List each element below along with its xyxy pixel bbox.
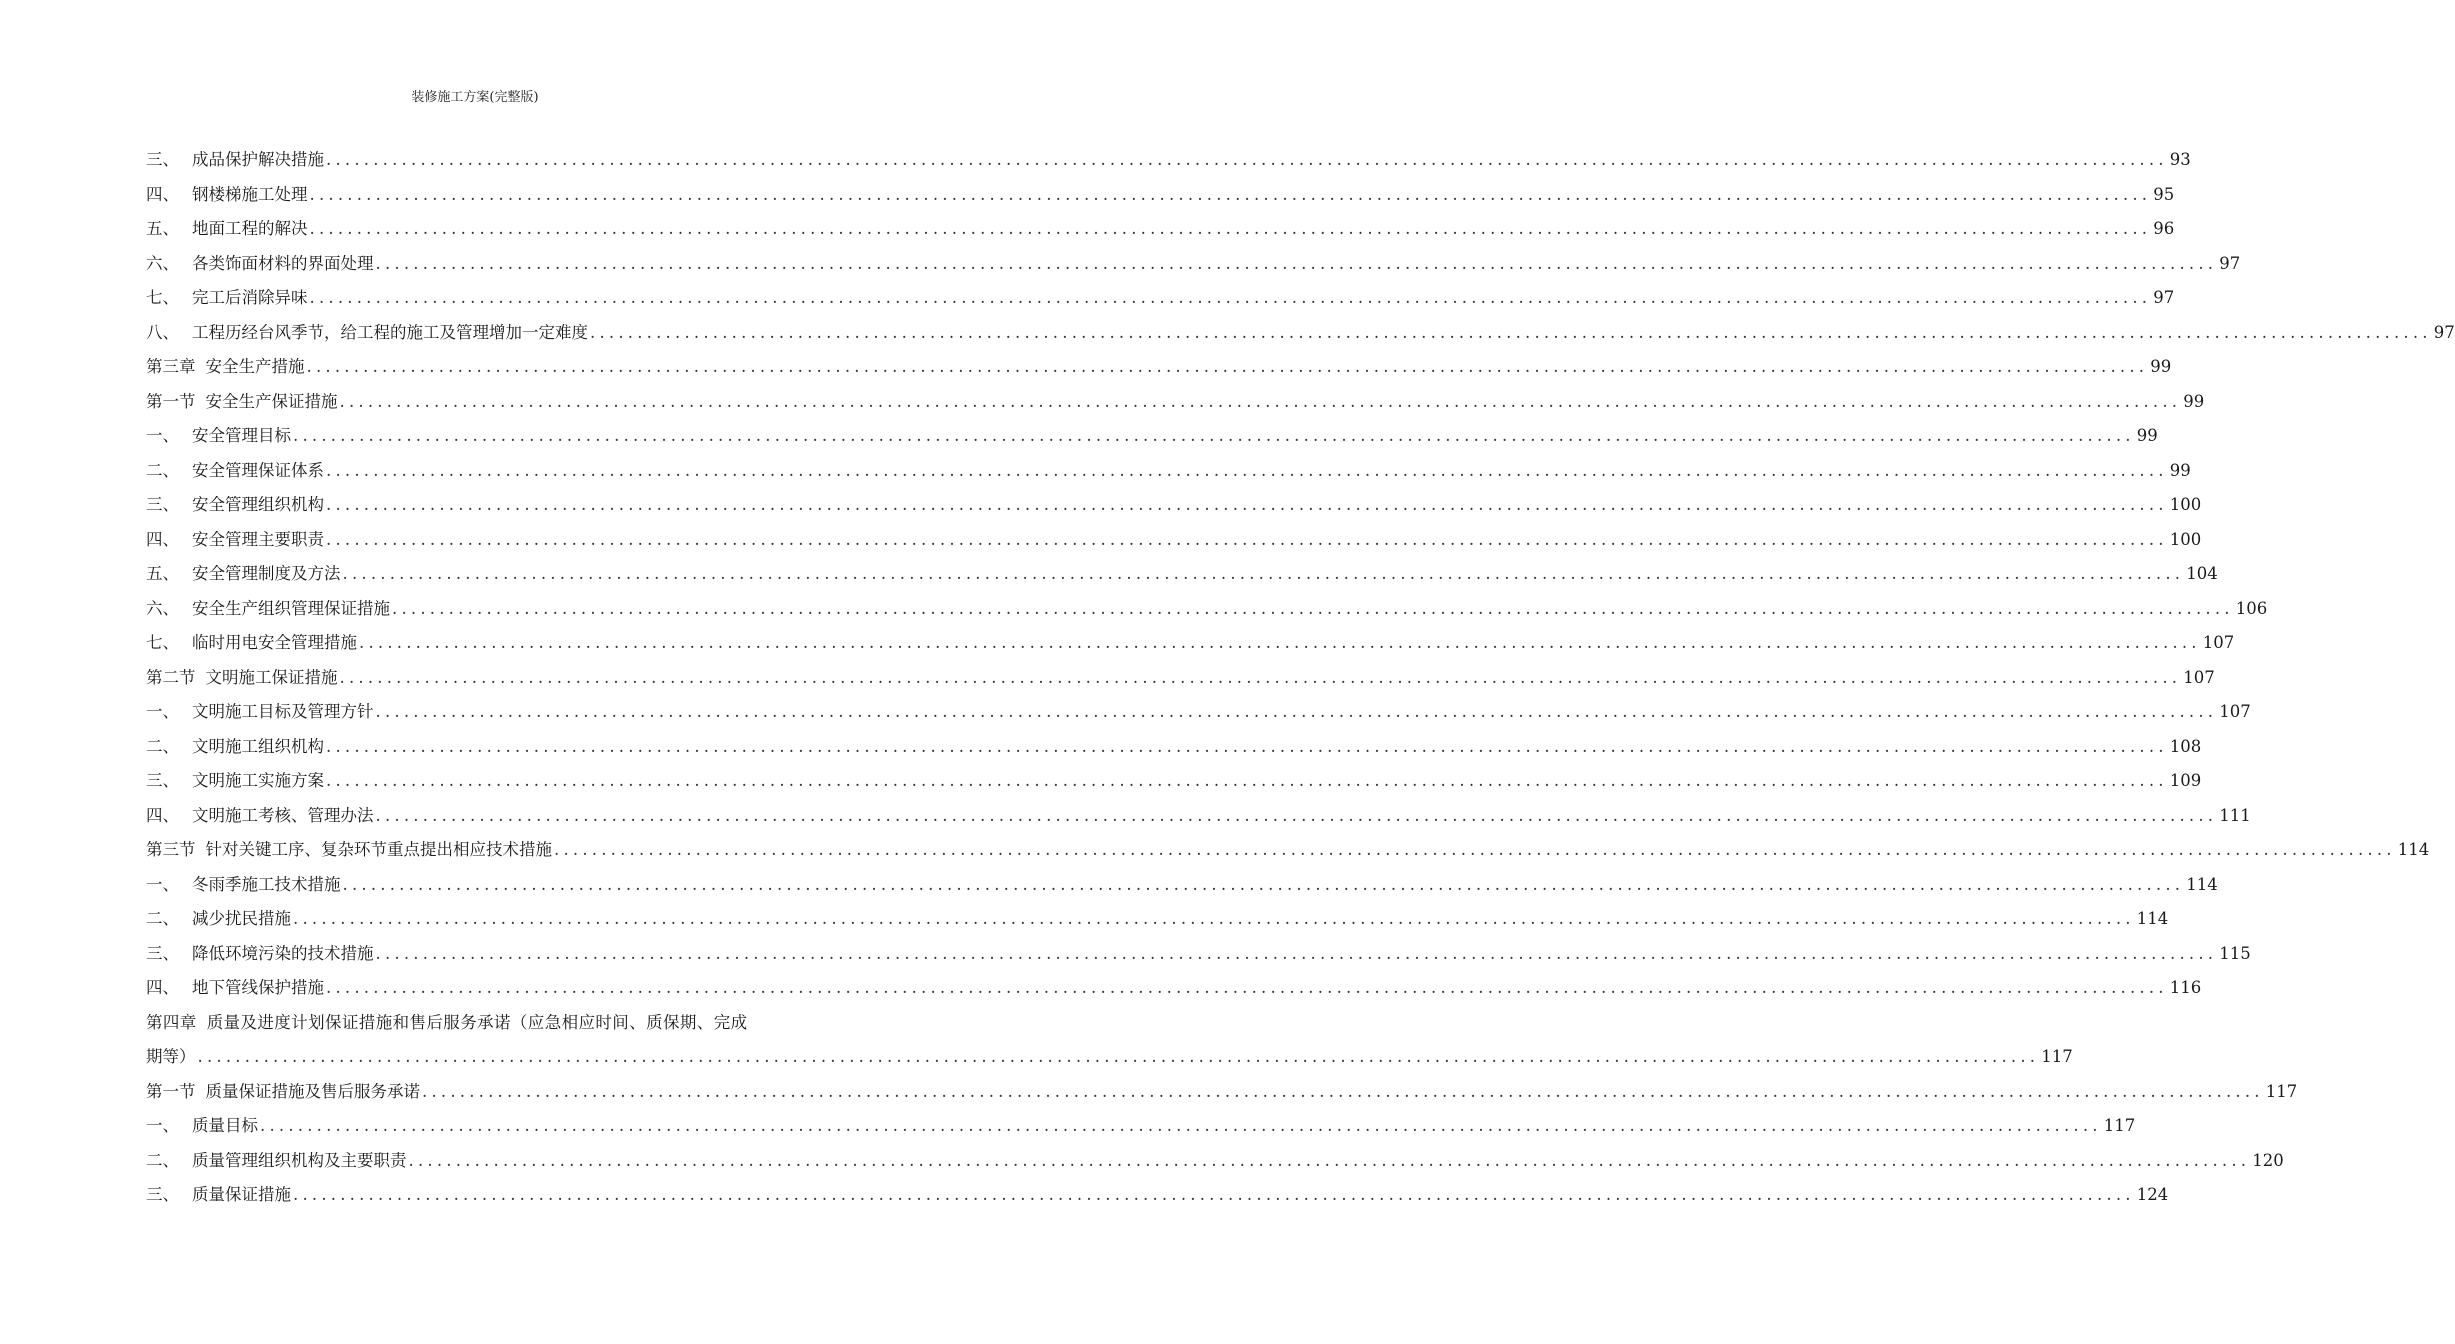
toc-entry-number: 二、 xyxy=(146,736,179,756)
toc-entry[interactable] xyxy=(146,182,2175,217)
toc-entry[interactable] xyxy=(146,941,2251,976)
toc-entry-number: 六、 xyxy=(146,598,179,618)
toc-entry[interactable] xyxy=(146,285,2175,320)
toc-entry-number: 二、 xyxy=(146,1150,179,1170)
toc-entry-title: 地下管线保护措施 xyxy=(192,978,324,997)
toc-entry-page: 114 xyxy=(2136,909,2169,928)
toc-entry-title: 安全生产措施 xyxy=(205,357,305,376)
toc-entry[interactable] xyxy=(146,665,2215,700)
toc-entry-page: 109 xyxy=(2169,771,2202,790)
dot-leader xyxy=(420,1079,2266,1105)
toc-entry-title: 安全生产保证措施 xyxy=(205,391,338,411)
dot-leader xyxy=(291,906,2137,932)
toc-entry-page: 96 xyxy=(2153,219,2175,238)
toc-entry[interactable] xyxy=(146,734,2202,769)
toc-entry-number: 一、 xyxy=(146,426,179,445)
toc-entry-number: 一、 xyxy=(146,702,179,721)
toc-entry-number: 第四章 xyxy=(146,1012,197,1032)
toc-entry-page: 117 xyxy=(2103,1116,2136,1135)
toc-entry-number: 三、 xyxy=(146,495,179,514)
toc-entry-title: 冬雨季施工技术措施 xyxy=(192,874,341,894)
toc-entry-page: 124 xyxy=(2136,1185,2169,1204)
toc-entry-title: 文明施工实施方案 xyxy=(192,771,324,790)
toc-entry-page: 106 xyxy=(2235,598,2268,618)
toc-entry-title: 各类饰面材料的界面处理 xyxy=(192,253,374,273)
toc-entry[interactable] xyxy=(146,423,2158,458)
toc-entry-number: 第一节 xyxy=(146,391,196,411)
toc-entry-number: 五、 xyxy=(146,564,179,583)
toc-entry-title: 成品保护解决措施 xyxy=(192,150,324,169)
toc-entry-page: 100 xyxy=(2169,529,2202,549)
toc-entry-page: 97 xyxy=(2153,288,2175,307)
toc-entry-number: 三、 xyxy=(146,150,179,169)
toc-entry-number: 一、 xyxy=(146,1116,179,1135)
toc-entry[interactable] xyxy=(146,906,2169,941)
toc-entry-title: 临时用电安全管理措施 xyxy=(192,633,357,652)
toc-entry-number: 四、 xyxy=(146,805,179,825)
toc-entry-title: 针对关键工序、复杂环节重点提出相应技术措施 xyxy=(205,840,552,859)
toc-entry-page: 111 xyxy=(2219,805,2251,825)
toc-entry[interactable] xyxy=(146,768,2202,803)
dot-leader xyxy=(552,837,2398,863)
toc-entry-title: 安全管理组织机构 xyxy=(192,495,324,514)
dot-leader xyxy=(324,527,2170,553)
toc-entry-title: 钢楼梯施工处理 xyxy=(192,184,308,204)
dot-leader xyxy=(374,699,2220,725)
toc-entry[interactable] xyxy=(146,458,2191,493)
toc-entry-title: 安全管理保证体系 xyxy=(192,460,324,480)
dot-leader xyxy=(324,147,2170,173)
toc-entry[interactable] xyxy=(146,1079,2298,1114)
toc-entry-title-continued: 期等） xyxy=(146,1047,196,1066)
toc-section-b xyxy=(146,1079,2298,1217)
toc-entry-number: 七、 xyxy=(146,288,179,307)
toc-entry-page: 120 xyxy=(2252,1150,2284,1170)
toc-entry[interactable] xyxy=(146,527,2202,562)
toc-entry[interactable] xyxy=(146,354,2172,389)
toc-entry[interactable] xyxy=(146,492,2202,527)
toc-entry[interactable] xyxy=(146,872,2218,907)
dot-leader xyxy=(308,216,2154,242)
dot-leader xyxy=(588,320,2434,346)
toc-entry[interactable] xyxy=(146,561,2218,596)
toc-entry-title: 质量及进度计划保证措施和售后服务承诺（应急相应时间、质保期、完成 xyxy=(206,1012,748,1032)
toc-entry-number: 四、 xyxy=(146,184,179,204)
dot-leader xyxy=(324,458,2170,484)
toc-entry-page: 107 xyxy=(2202,633,2235,652)
toc-entry-title: 安全管理主要职责 xyxy=(192,529,324,549)
toc-entry[interactable] xyxy=(146,1182,2169,1217)
toc-entry-title: 工程历经台风季节，给工程的施工及管理增加一定难度 xyxy=(192,322,588,342)
toc-entry-number: 第三节 xyxy=(146,840,196,859)
toc-entry-title: 文明施工考核、管理办法 xyxy=(192,805,374,825)
dot-leader xyxy=(324,768,2170,794)
table-of-contents xyxy=(146,147,2455,1217)
toc-entry-number: 三、 xyxy=(146,1185,179,1204)
toc-entry-title: 文明施工目标及管理方针 xyxy=(192,702,374,721)
toc-entry-number: 二、 xyxy=(146,909,179,928)
toc-entry-title: 减少扰民措施 xyxy=(192,909,291,928)
dot-leader xyxy=(338,665,2184,691)
toc-entry-page: 99 xyxy=(2169,460,2191,480)
dot-leader xyxy=(291,423,2137,449)
toc-entry-number: 六、 xyxy=(146,253,179,273)
toc-entry[interactable] xyxy=(146,837,2430,872)
toc-entry-title: 安全管理制度及方法 xyxy=(192,564,341,583)
dot-leader xyxy=(390,596,2236,622)
toc-entry-page: 108 xyxy=(2169,736,2202,756)
toc-entry-number: 四、 xyxy=(146,529,179,549)
toc-entry-page: 107 xyxy=(2219,702,2251,721)
toc-entry-page: 99 xyxy=(2183,391,2205,411)
toc-section-a xyxy=(146,147,2455,1010)
toc-entry-page: 93 xyxy=(2169,150,2191,169)
toc-entry-number: 第三章 xyxy=(146,357,196,376)
toc-entry[interactable] xyxy=(146,147,2191,182)
toc-entry-page: 97 xyxy=(2433,322,2455,342)
toc-entry-page: 116 xyxy=(2169,978,2202,997)
toc-entry[interactable] xyxy=(146,630,2235,665)
dot-leader xyxy=(324,492,2170,518)
toc-entry[interactable] xyxy=(146,699,2251,734)
dot-leader xyxy=(324,734,2170,760)
toc-entry-number: 第一节 xyxy=(146,1081,196,1101)
toc-entry-page: 97 xyxy=(2219,253,2241,273)
dot-leader xyxy=(374,941,2220,967)
dot-leader xyxy=(291,1182,2137,1208)
toc-entry-wrapped-line2[interactable] xyxy=(146,1044,2073,1079)
toc-entry-page: 117 xyxy=(2265,1081,2298,1101)
dot-leader xyxy=(407,1148,2253,1174)
page-header: 装修施工方案(完整版) xyxy=(411,90,539,105)
toc-entry-title: 地面工程的解决 xyxy=(192,219,308,238)
toc-entry-number: 第二节 xyxy=(146,667,196,687)
dot-leader xyxy=(341,561,2187,587)
toc-entry-page: 100 xyxy=(2169,495,2202,514)
dot-leader xyxy=(374,251,2220,277)
toc-entry[interactable] xyxy=(146,320,2455,355)
dot-leader xyxy=(258,1113,2104,1139)
toc-entry[interactable] xyxy=(146,389,2205,424)
toc-entry[interactable] xyxy=(146,1113,2136,1148)
toc-entry-title: 文明施工组织机构 xyxy=(192,736,324,756)
toc-entry-title: 质量目标 xyxy=(192,1116,258,1135)
toc-entry-number: 三、 xyxy=(146,943,179,963)
dot-leader xyxy=(308,285,2154,311)
toc-entry-number: 八、 xyxy=(146,322,179,342)
toc-entry[interactable] xyxy=(146,975,2202,1010)
toc-entry-title: 完工后消除异味 xyxy=(192,288,308,307)
dot-leader xyxy=(324,975,2170,1001)
toc-entry-page: 107 xyxy=(2183,667,2215,687)
toc-entry-page: 99 xyxy=(2136,426,2158,445)
toc-entry-page: 117 xyxy=(2041,1047,2073,1066)
toc-entry-page: 115 xyxy=(2219,943,2251,963)
toc-entry-title: 质量保证措施及售后服务承诺 xyxy=(205,1081,420,1101)
dot-leader xyxy=(357,630,2203,656)
toc-entry[interactable] xyxy=(146,251,2241,286)
toc-entry-number: 三、 xyxy=(146,771,179,790)
toc-entry-page: 95 xyxy=(2153,184,2175,204)
toc-entry-number: 七、 xyxy=(146,633,179,652)
toc-entry-title: 安全生产组织管理保证措施 xyxy=(192,598,390,618)
toc-entry-page: 99 xyxy=(2150,357,2172,376)
dot-leader xyxy=(308,182,2154,208)
toc-entry-title: 质量保证措施 xyxy=(192,1185,291,1204)
toc-entry-page: 114 xyxy=(2397,840,2430,859)
toc-entry-page: 104 xyxy=(2186,564,2218,583)
dot-leader xyxy=(305,354,2151,380)
toc-entry-number: 四、 xyxy=(146,978,179,997)
dot-leader xyxy=(196,1044,2042,1070)
toc-entry-number: 五、 xyxy=(146,219,179,238)
toc-entry-title: 质量管理组织机构及主要职责 xyxy=(192,1150,407,1170)
toc-entry-page: 114 xyxy=(2186,874,2218,894)
toc-entry-title: 安全管理目标 xyxy=(192,426,291,445)
toc-entry[interactable] xyxy=(146,596,2268,631)
dot-leader xyxy=(338,389,2184,415)
toc-entry-number: 一、 xyxy=(146,874,179,894)
toc-entry-wrapped-line1[interactable] xyxy=(146,1010,808,1045)
toc-entry[interactable] xyxy=(146,1148,2284,1183)
toc-entry-title: 降低环境污染的技术措施 xyxy=(192,943,374,963)
toc-entry[interactable] xyxy=(146,803,2251,838)
toc-entry-title: 文明施工保证措施 xyxy=(205,667,338,687)
dot-leader xyxy=(374,803,2220,829)
dot-leader xyxy=(341,872,2187,898)
toc-entry[interactable] xyxy=(146,216,2175,251)
toc-entry-number: 二、 xyxy=(146,460,179,480)
